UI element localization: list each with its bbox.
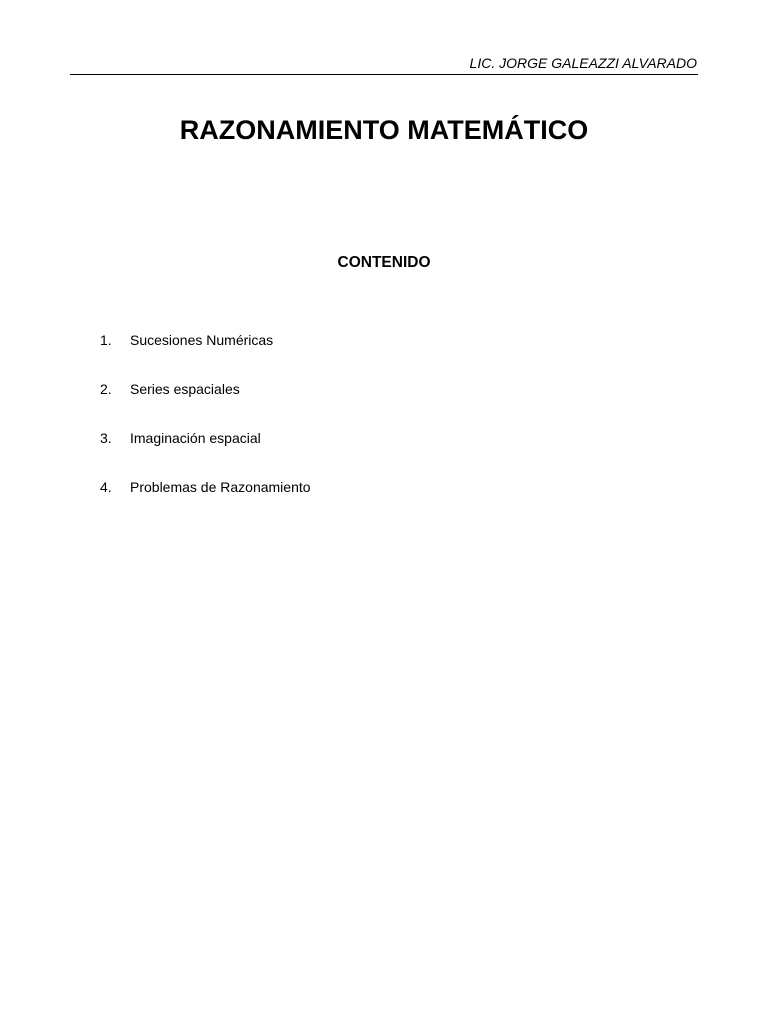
toc-item-number: 1. xyxy=(100,332,112,348)
toc-item-label: Imaginación espacial xyxy=(130,430,261,446)
toc-item xyxy=(100,380,700,429)
toc-item-number: 3. xyxy=(100,430,112,446)
toc-item-label: Series espaciales xyxy=(130,381,240,397)
contents-heading: CONTENIDO xyxy=(337,254,431,271)
page-header xyxy=(70,52,698,75)
toc-item-label: Sucesiones Numéricas xyxy=(130,332,274,348)
toc-item xyxy=(100,331,700,380)
toc-item xyxy=(100,429,700,478)
toc-item-label: Problemas de Razonamiento xyxy=(130,479,311,495)
table-of-contents xyxy=(100,331,700,527)
toc-item-number: 4. xyxy=(100,479,112,495)
toc-item-number: 2. xyxy=(100,381,112,397)
header-author: LIC. JORGE GALEAZZI ALVARADO xyxy=(469,55,697,71)
document-title: RAZONAMIENTO MATEMÁTICO xyxy=(179,115,589,145)
toc-item xyxy=(100,478,700,527)
